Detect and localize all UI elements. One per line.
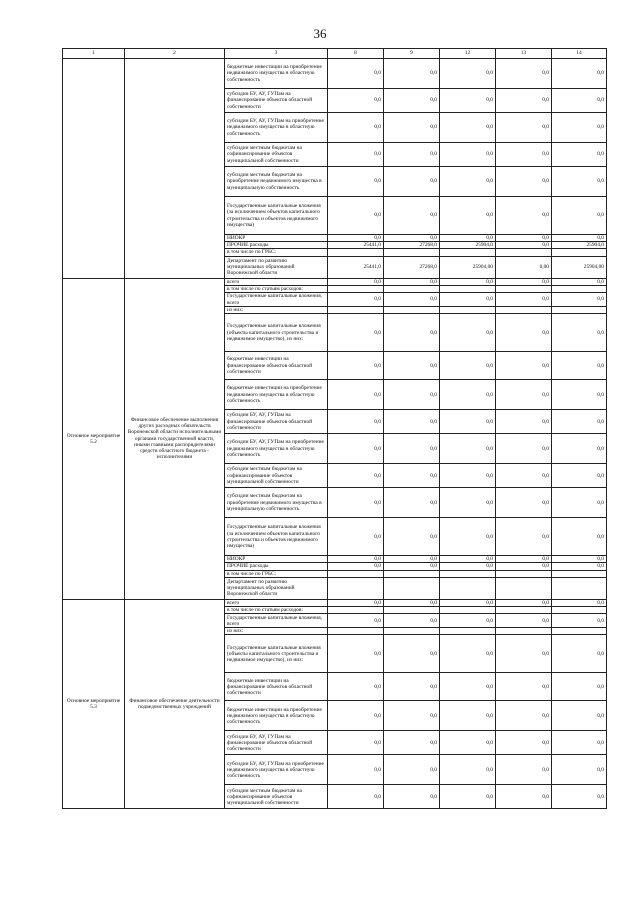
value-cell: 0,0 bbox=[552, 410, 607, 434]
value-cell: 0,0 bbox=[496, 235, 552, 242]
header-cell: 13 bbox=[496, 49, 552, 59]
value-cell: 0,0 bbox=[496, 143, 552, 167]
page-number: 36 bbox=[313, 26, 327, 41]
expense-item-label: в том числе по ГРБС: bbox=[225, 249, 328, 256]
value-cell bbox=[328, 577, 384, 599]
value-cell: 0,0 bbox=[384, 89, 440, 113]
expense-item-label: ПРОЧИЕ расходы bbox=[225, 242, 328, 249]
value-cell: 0,0 bbox=[552, 635, 607, 673]
value-cell: 0,0 bbox=[384, 614, 440, 628]
value-cell: 0,0 bbox=[496, 197, 552, 235]
value-cell: 0,0 bbox=[328, 635, 384, 673]
value-cell: 0,0 bbox=[440, 167, 496, 197]
value-cell: 0,0 bbox=[496, 167, 552, 197]
value-cell: 0,0 bbox=[328, 785, 384, 809]
value-cell: 0,0 bbox=[552, 143, 607, 167]
value-cell: 0,0 bbox=[552, 197, 607, 235]
value-cell: 0,0 bbox=[496, 599, 552, 606]
expense-item-label: в том числе по статьям расходов: bbox=[225, 285, 328, 292]
value-cell: 0,0 bbox=[384, 731, 440, 755]
header-cell: 12 bbox=[440, 49, 496, 59]
value-cell: 25904,0 bbox=[440, 242, 496, 249]
expense-item-label: НИОКР bbox=[225, 556, 328, 563]
value-cell: 0,0 bbox=[552, 464, 607, 488]
measure-code-cell: Основное мероприятие 5.2 bbox=[63, 278, 125, 599]
value-cell bbox=[552, 307, 607, 314]
value-cell bbox=[496, 285, 552, 292]
expense-item-label: бюджетные инвестиции на приобретение недвижимого имущества в областную собственность bbox=[225, 380, 328, 410]
value-cell: 0,0 bbox=[552, 167, 607, 197]
value-cell: 0,0 bbox=[440, 755, 496, 785]
measure-name-cell: Финансовое обеспечение выполнения других расходных обязательств Воронежской области исполнительными органами государственной власти, иными главными распорядителями средств областного бюджета - исполнителями bbox=[125, 278, 225, 599]
value-cell: 0,0 bbox=[552, 563, 607, 570]
value-cell: 0,0 bbox=[440, 563, 496, 570]
value-cell: 0,0 bbox=[440, 434, 496, 464]
value-cell bbox=[440, 628, 496, 635]
value-cell bbox=[552, 607, 607, 614]
expense-item-label: в том числе по ГРБС: bbox=[225, 570, 328, 577]
value-cell: 0,0 bbox=[440, 635, 496, 673]
value-cell: 0,0 bbox=[440, 380, 496, 410]
value-cell: 0,0 bbox=[384, 197, 440, 235]
value-cell: 0,0 bbox=[384, 113, 440, 143]
value-cell bbox=[496, 577, 552, 599]
value-cell: 0,0 bbox=[384, 785, 440, 809]
expense-item-label: субсидии БУ, АУ, ГУПам на финансирование объектов областной собственности bbox=[225, 89, 328, 113]
value-cell: 0,0 bbox=[440, 352, 496, 380]
value-cell bbox=[552, 570, 607, 577]
value-cell: 0,0 bbox=[552, 314, 607, 352]
value-cell: 0,0 bbox=[328, 113, 384, 143]
value-cell: 25441,0 bbox=[328, 242, 384, 249]
value-cell: 0,0 bbox=[552, 701, 607, 731]
value-cell: 25904,00 bbox=[552, 256, 607, 278]
value-cell: 0,0 bbox=[496, 701, 552, 731]
value-cell bbox=[328, 307, 384, 314]
value-cell: 0,0 bbox=[440, 113, 496, 143]
value-cell: 0,0 bbox=[552, 59, 607, 89]
value-cell: 0,0 bbox=[496, 563, 552, 570]
expense-item-label: Государственные капитальные вложения, всего bbox=[225, 293, 328, 307]
value-cell: 0,0 bbox=[496, 59, 552, 89]
value-cell: 0,0 bbox=[496, 614, 552, 628]
value-cell: 0,0 bbox=[496, 314, 552, 352]
value-cell: 0,0 bbox=[552, 380, 607, 410]
expense-item-label: бюджетные инвестиции на финансирование объектов областной собственности bbox=[225, 673, 328, 701]
value-cell bbox=[552, 628, 607, 635]
value-cell bbox=[440, 307, 496, 314]
value-cell: 0,0 bbox=[384, 488, 440, 518]
value-cell: 0,0 bbox=[384, 352, 440, 380]
value-cell: 0,0 bbox=[328, 59, 384, 89]
value-cell: 0,0 bbox=[440, 464, 496, 488]
expense-item-label: бюджетные инвестиции на приобретение недвижимого имущества в областную собственность bbox=[225, 59, 328, 89]
expense-item-label: ПРОЧИЕ расходы bbox=[225, 563, 328, 570]
value-cell bbox=[384, 607, 440, 614]
expense-item-label: Департамент по развитию муниципальных образований Воронежской области bbox=[225, 256, 328, 278]
expense-item-label: субсидии БУ, АУ, ГУПам на финансирование объектов областной собственности bbox=[225, 731, 328, 755]
value-cell: 0,0 bbox=[496, 410, 552, 434]
value-cell: 0,0 bbox=[552, 755, 607, 785]
value-cell bbox=[384, 577, 440, 599]
header-cell: 14 bbox=[552, 49, 607, 59]
value-cell: 0,0 bbox=[440, 673, 496, 701]
value-cell bbox=[496, 249, 552, 256]
value-cell: 0,0 bbox=[440, 488, 496, 518]
value-cell bbox=[440, 607, 496, 614]
value-cell: 0,0 bbox=[552, 278, 607, 285]
value-cell: 0,0 bbox=[552, 785, 607, 809]
value-cell: 0,0 bbox=[328, 293, 384, 307]
value-cell: 0,0 bbox=[328, 488, 384, 518]
value-cell: 0,0 bbox=[384, 701, 440, 731]
value-cell: 0,0 bbox=[440, 556, 496, 563]
value-cell: 0,0 bbox=[496, 785, 552, 809]
value-cell: 0,0 bbox=[496, 89, 552, 113]
expense-item-label: Государственные капитальные вложения (объекты капитального строительства и недвижимое имущество), из них: bbox=[225, 314, 328, 352]
value-cell: 25441,0 bbox=[328, 256, 384, 278]
value-cell: 0,0 bbox=[440, 235, 496, 242]
value-cell: 0,0 bbox=[384, 314, 440, 352]
value-cell: 0,0 bbox=[496, 352, 552, 380]
value-cell: 0,0 bbox=[328, 518, 384, 556]
value-cell bbox=[552, 249, 607, 256]
value-cell: 0,0 bbox=[496, 518, 552, 556]
value-cell bbox=[552, 285, 607, 292]
value-cell: 25904,0 bbox=[552, 242, 607, 249]
value-cell: 0,0 bbox=[384, 59, 440, 89]
value-cell bbox=[328, 628, 384, 635]
value-cell: 0,0 bbox=[496, 242, 552, 249]
value-cell: 0,0 bbox=[384, 143, 440, 167]
value-cell: 27268,0 bbox=[384, 242, 440, 249]
value-cell bbox=[496, 570, 552, 577]
value-cell: 0,0 bbox=[328, 352, 384, 380]
value-cell: 0,0 bbox=[496, 434, 552, 464]
value-cell: 0,0 bbox=[328, 167, 384, 197]
value-cell: 0,0 bbox=[440, 410, 496, 434]
expense-item-label: субсидии БУ, АУ, ГУПам на приобретение недвижимого имущества в областную собственность bbox=[225, 434, 328, 464]
value-cell: 0,0 bbox=[328, 755, 384, 785]
expense-item-label: всего bbox=[225, 278, 328, 285]
value-cell: 0,0 bbox=[496, 556, 552, 563]
value-cell: 0,0 bbox=[440, 59, 496, 89]
expense-item-label: субсидии местным бюджетам на приобретение недвижимого имущества в муниципальную собственность bbox=[225, 488, 328, 518]
value-cell bbox=[440, 249, 496, 256]
value-cell bbox=[328, 285, 384, 292]
value-cell bbox=[328, 249, 384, 256]
value-cell: 0,0 bbox=[384, 434, 440, 464]
value-cell: 0,0 bbox=[328, 673, 384, 701]
value-cell: 0,0 bbox=[440, 89, 496, 113]
expense-item-label: субсидии местным бюджетам на софинансирование объектов муниципальной собственности bbox=[225, 143, 328, 167]
value-cell bbox=[440, 285, 496, 292]
value-cell: 0,0 bbox=[552, 488, 607, 518]
value-cell: 0,0 bbox=[496, 278, 552, 285]
value-cell: 0,0 bbox=[328, 434, 384, 464]
value-cell: 0,0 bbox=[496, 113, 552, 143]
value-cell: 0,0 bbox=[552, 518, 607, 556]
measure-code-cell bbox=[63, 59, 125, 279]
value-cell: 0,0 bbox=[440, 599, 496, 606]
value-cell: 0,0 bbox=[384, 518, 440, 556]
value-cell: 0,0 bbox=[328, 89, 384, 113]
header-cell: 2 bbox=[125, 49, 225, 59]
value-cell: 0,0 bbox=[328, 556, 384, 563]
value-cell: 0,0 bbox=[552, 599, 607, 606]
header-cell: 8 bbox=[328, 49, 384, 59]
value-cell: 0,0 bbox=[384, 464, 440, 488]
value-cell bbox=[440, 570, 496, 577]
expense-item-label: Государственные капитальные вложения (за исключением объектов капитального строительства и объектов недвижимого имущества) bbox=[225, 197, 328, 235]
value-cell bbox=[384, 628, 440, 635]
measure-name-cell: Финансовое обеспечение деятельности подведомственных учреждений bbox=[125, 599, 225, 809]
value-cell: 0,0 bbox=[384, 563, 440, 570]
value-cell: 0,0 bbox=[496, 380, 552, 410]
value-cell: 0,0 bbox=[440, 701, 496, 731]
value-cell: 25904,00 bbox=[440, 256, 496, 278]
value-cell: 0,0 bbox=[384, 380, 440, 410]
value-cell: 0,0 bbox=[496, 464, 552, 488]
expense-item-label: Департамент по развитию муниципальных образований Воронежской области bbox=[225, 577, 328, 599]
value-cell: 0,0 bbox=[440, 293, 496, 307]
value-cell: 0,0 bbox=[328, 197, 384, 235]
header-cell: 3 bbox=[225, 49, 328, 59]
table-body bbox=[63, 59, 607, 809]
value-cell: 0,0 bbox=[328, 731, 384, 755]
value-cell: 0,0 bbox=[328, 143, 384, 167]
expense-item-label: субсидии местным бюджетам на софинансирование объектов муниципальной собственности bbox=[225, 464, 328, 488]
expense-item-label: субсидии местным бюджетам на софинансирование объектов муниципальной собственности bbox=[225, 785, 328, 809]
header-cell: 9 bbox=[384, 49, 440, 59]
value-cell bbox=[496, 628, 552, 635]
value-cell: 0,0 bbox=[552, 556, 607, 563]
expense-item-label: всего bbox=[225, 599, 328, 606]
value-cell: 0,0 bbox=[440, 518, 496, 556]
value-cell: 0,0 bbox=[328, 410, 384, 434]
value-cell: 0,0 bbox=[440, 143, 496, 167]
value-cell: 0,0 bbox=[440, 314, 496, 352]
value-cell bbox=[552, 577, 607, 599]
value-cell: 0,0 bbox=[440, 785, 496, 809]
value-cell: 0,0 bbox=[384, 556, 440, 563]
value-cell: 0,0 bbox=[384, 635, 440, 673]
value-cell bbox=[384, 307, 440, 314]
value-cell: 0,0 bbox=[328, 614, 384, 628]
expense-item-label: в том числе по статьям расходов: bbox=[225, 607, 328, 614]
value-cell: 0,0 bbox=[552, 293, 607, 307]
value-cell: 0,0 bbox=[384, 278, 440, 285]
value-cell: 0,0 bbox=[384, 167, 440, 197]
value-cell bbox=[496, 307, 552, 314]
value-cell: 0,0 bbox=[328, 464, 384, 488]
value-cell: 0,00 bbox=[496, 256, 552, 278]
value-cell: 0,0 bbox=[328, 563, 384, 570]
value-cell: 0,0 bbox=[552, 352, 607, 380]
value-cell: 0,0 bbox=[384, 293, 440, 307]
value-cell: 0,0 bbox=[440, 614, 496, 628]
expense-item-label: субсидии местным бюджетам на приобретение недвижимого имущества в муниципальную собственность bbox=[225, 167, 328, 197]
value-cell: 0,0 bbox=[496, 293, 552, 307]
value-cell: 0,0 bbox=[440, 197, 496, 235]
expense-item-label: из них: bbox=[225, 307, 328, 314]
value-cell: 0,0 bbox=[384, 673, 440, 701]
value-cell: 0,0 bbox=[440, 731, 496, 755]
expense-item-label: Государственные капитальные вложения (за исключением объектов капитального строительства и объектов недвижимого имущества) bbox=[225, 518, 328, 556]
value-cell bbox=[384, 249, 440, 256]
expense-item-label: из них: bbox=[225, 628, 328, 635]
header-row bbox=[63, 49, 607, 59]
value-cell: 0,0 bbox=[496, 673, 552, 701]
value-cell bbox=[328, 607, 384, 614]
value-cell: 0,0 bbox=[496, 488, 552, 518]
value-cell bbox=[440, 577, 496, 599]
table-row bbox=[63, 278, 607, 285]
table-row bbox=[63, 59, 607, 89]
value-cell: 0,0 bbox=[496, 755, 552, 785]
value-cell: 0,0 bbox=[552, 89, 607, 113]
expense-item-label: НИОКР bbox=[225, 235, 328, 242]
header-cell: 1 bbox=[63, 49, 125, 59]
value-cell bbox=[384, 570, 440, 577]
value-cell: 0,0 bbox=[384, 599, 440, 606]
value-cell: 0,0 bbox=[440, 278, 496, 285]
value-cell: 0,0 bbox=[552, 673, 607, 701]
value-cell: 0,0 bbox=[328, 380, 384, 410]
value-cell: 0,0 bbox=[328, 314, 384, 352]
value-cell: 0,0 bbox=[496, 731, 552, 755]
value-cell: 0,0 bbox=[328, 599, 384, 606]
expense-item-label: бюджетные инвестиции на приобретение недвижимого имущества в областную собственность bbox=[225, 701, 328, 731]
expense-item-label: субсидии БУ, АУ, ГУПам на приобретение недвижимого имущества в областную собственность bbox=[225, 755, 328, 785]
value-cell: 0,0 bbox=[384, 235, 440, 242]
value-cell: 0,0 bbox=[496, 635, 552, 673]
expense-item-label: Государственные капитальные вложения, всего bbox=[225, 614, 328, 628]
value-cell: 27268,0 bbox=[384, 256, 440, 278]
expense-item-label: субсидии БУ, АУ, ГУПам на финансирование объектов областной собственности bbox=[225, 410, 328, 434]
expense-item-label: бюджетные инвестиции на финансирование объектов областной собственности bbox=[225, 352, 328, 380]
value-cell: 0,0 bbox=[328, 278, 384, 285]
value-cell: 0,0 bbox=[328, 701, 384, 731]
measure-code-cell: Основное мероприятие 5.3 bbox=[63, 599, 125, 809]
expense-item-label: субсидии БУ, АУ, ГУПам на приобретение недвижимого имущества в областную собственность bbox=[225, 113, 328, 143]
value-cell: 0,0 bbox=[328, 235, 384, 242]
budget-table bbox=[62, 48, 607, 809]
value-cell bbox=[496, 607, 552, 614]
value-cell bbox=[328, 570, 384, 577]
value-cell: 0,0 bbox=[552, 113, 607, 143]
measure-name-cell bbox=[125, 59, 225, 279]
value-cell bbox=[384, 285, 440, 292]
value-cell: 0,0 bbox=[552, 235, 607, 242]
value-cell: 0,0 bbox=[384, 755, 440, 785]
value-cell: 0,0 bbox=[552, 434, 607, 464]
value-cell: 0,0 bbox=[384, 410, 440, 434]
table-row bbox=[63, 599, 607, 606]
expense-item-label: Государственные капитальные вложения (объекты капитального строительства и недвижимое имущество), из них: bbox=[225, 635, 328, 673]
value-cell: 0,0 bbox=[552, 614, 607, 628]
value-cell: 0,0 bbox=[552, 731, 607, 755]
